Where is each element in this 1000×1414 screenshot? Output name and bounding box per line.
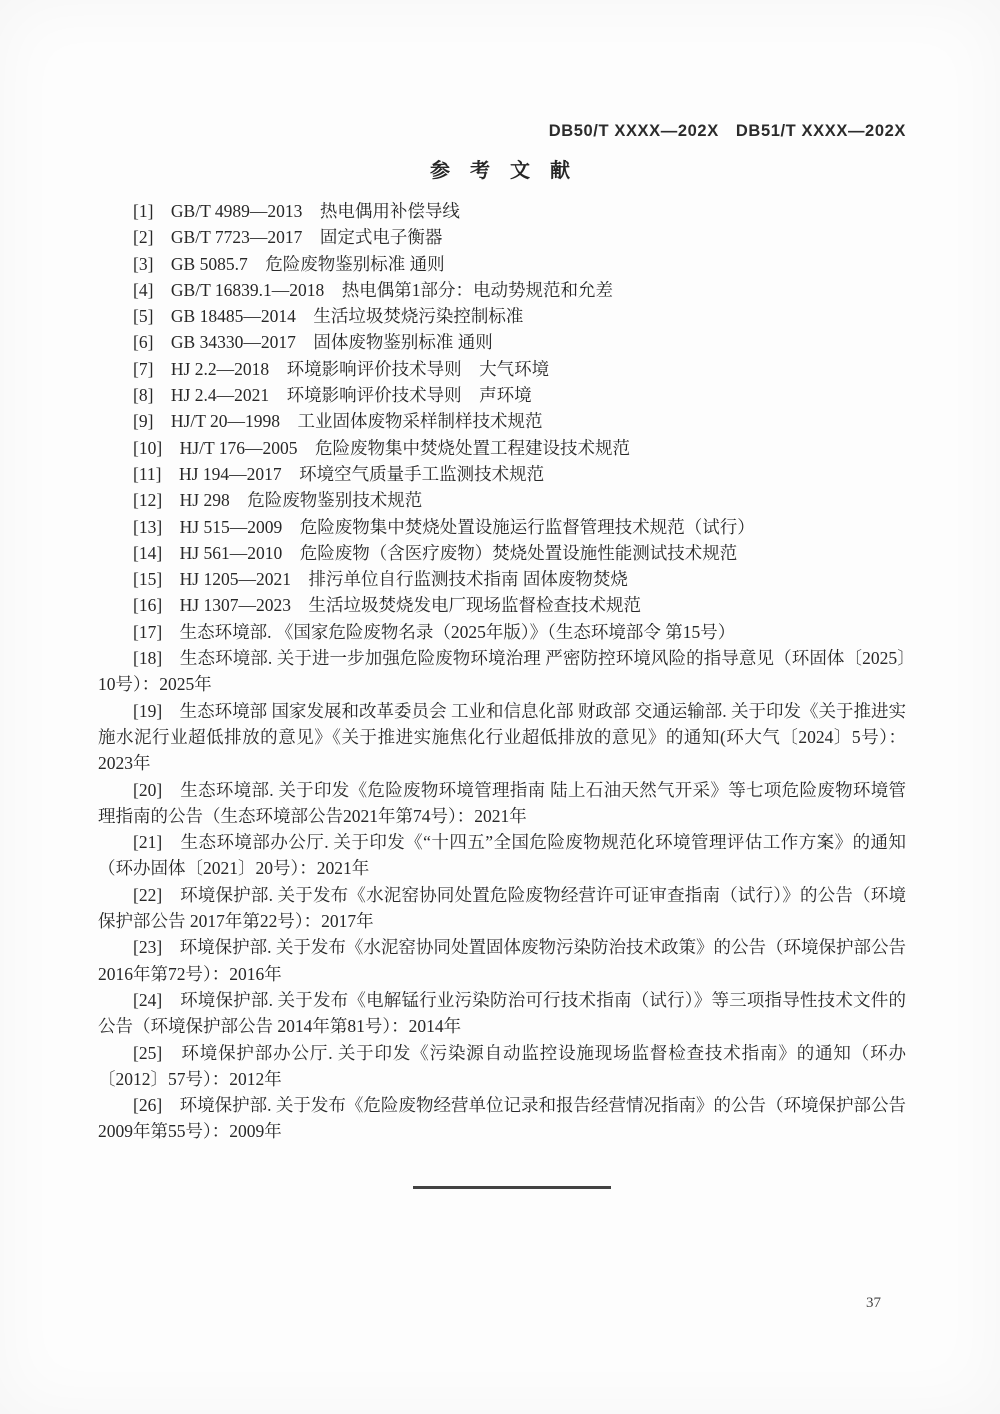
page-number: 37 <box>866 1295 881 1311</box>
reference-item: [5] GB 18485—2014 生活垃圾焚烧污染控制标准 <box>133 306 524 327</box>
document-header-codes: DB50/T XXXX—202X DB51/T XXXX—202X <box>548 122 906 140</box>
page-title: 参 考 文 献 <box>430 160 570 182</box>
end-of-document-divider <box>413 1186 611 1189</box>
reference-item: [11] HJ 194—2017 环境空气质量手工监测技术规范 <box>133 463 545 484</box>
reference-item: [15] HJ 1205—2021 排污单位自行监测技术指南 固体废物焚烧 <box>133 569 628 590</box>
reference-item: [9] HJ/T 20—1998 工业固体废物采样制样技术规范 <box>133 411 543 432</box>
reference-item: [1] GB/T 4989—2013 热电偶用补偿导线 <box>133 201 460 221</box>
reference-item: [18] 生态环境部. 关于进一步加强危险废物环境治理 严密防控环境风险的指导意见（环固体〔2025〕10号）：2025年 <box>98 648 906 695</box>
reference-item: [19] 生态环境部 国家发展和改革委员会 工业和信息化部 财政部 交通运输部. 关于印发《关于推进实施水泥行业超低排放的意见》《关于推进实施焦化行业超低排放的意见》的通知(环大气〔2024〕5号）：2023年 <box>98 700 906 774</box>
reference-item: [26] 环境保护部. 关于发布《危险废物经营单位记录和报告经营情况指南》的公告（环境保护部公告 2009年第55号）：2009年 <box>98 1095 906 1142</box>
reference-item: [12] HJ 298 危险废物鉴别技术规范 <box>133 490 423 511</box>
reference-item: [20] 生态环境部. 关于印发《危险废物环境管理指南 陆上石油天然气开采》等七项危险废物环境管理指南的公告（生态环境部公告2021年第74号）：2021年 <box>98 779 906 826</box>
reference-item: [4] GB/T 16839.1—2018 热电偶第1部分：电动势规范和允差 <box>133 279 613 300</box>
reference-item: [24] 环境保护部. 关于发布《电解锰行业污染防治可行技术指南（试行）》等三项指导性技术文件的公告（环境保护部公告 2014年第81号）：2014年 <box>98 989 906 1037</box>
reference-item: [21] 生态环境部办公厅. 关于印发《“十四五”全国危险废物规范化环境管理评估工作方案》的通知（环办固体〔2021〕20号）：2021年 <box>98 832 906 879</box>
reference-item: [23] 环境保护部. 关于发布《水泥窑协同处置固体废物污染防治技术政策》的公告（环境保护部公告 2016年第72号）：2016年 <box>98 937 906 984</box>
reference-item: [13] HJ 515—2009 危险废物集中焚烧处置设施运行监督管理技术规范（试行） <box>133 516 755 537</box>
reference-item: [7] HJ 2.2—2018 环境影响评价技术导则 大气环境 <box>133 358 550 379</box>
reference-item: [10] HJ/T 176—2005 危险废物集中焚烧处置工程建设技术规范 <box>133 437 630 458</box>
reference-item: [8] HJ 2.4—2021 环境影响评价技术导则 声环境 <box>133 385 532 406</box>
references-list <box>98 198 906 1145</box>
reference-item: [22] 环境保护部. 关于发布《水泥窑协同处置危险废物经营许可证审查指南（试行）》的公告（环境保护部公告 2017年第22号）：2017年 <box>98 884 906 932</box>
reference-item: [17] 生态环境部. 《国家危险废物名录（2025年版）》（生态环境部令 第15号） <box>133 621 736 642</box>
reference-item: [25] 环境保护部办公厅. 关于印发《污染源自动监控设施现场监督检查技术指南》的通知（环办〔2012〕57号）：2012年 <box>98 1042 906 1089</box>
reference-item: [2] GB/T 7723—2017 固定式电子衡器 <box>133 227 443 248</box>
reference-item: [3] GB 5085.7 危险废物鉴别标准 通则 <box>133 253 445 274</box>
reference-item: [14] HJ 561—2010 危险废物（含医疗废物）焚烧处置设施性能测试技术规范 <box>133 542 738 563</box>
reference-item: [6] GB 34330—2017 固体废物鉴别标准 通则 <box>133 332 493 353</box>
reference-item: [16] HJ 1307—2023 生活垃圾焚烧发电厂现场监督检查技术规范 <box>133 595 641 616</box>
